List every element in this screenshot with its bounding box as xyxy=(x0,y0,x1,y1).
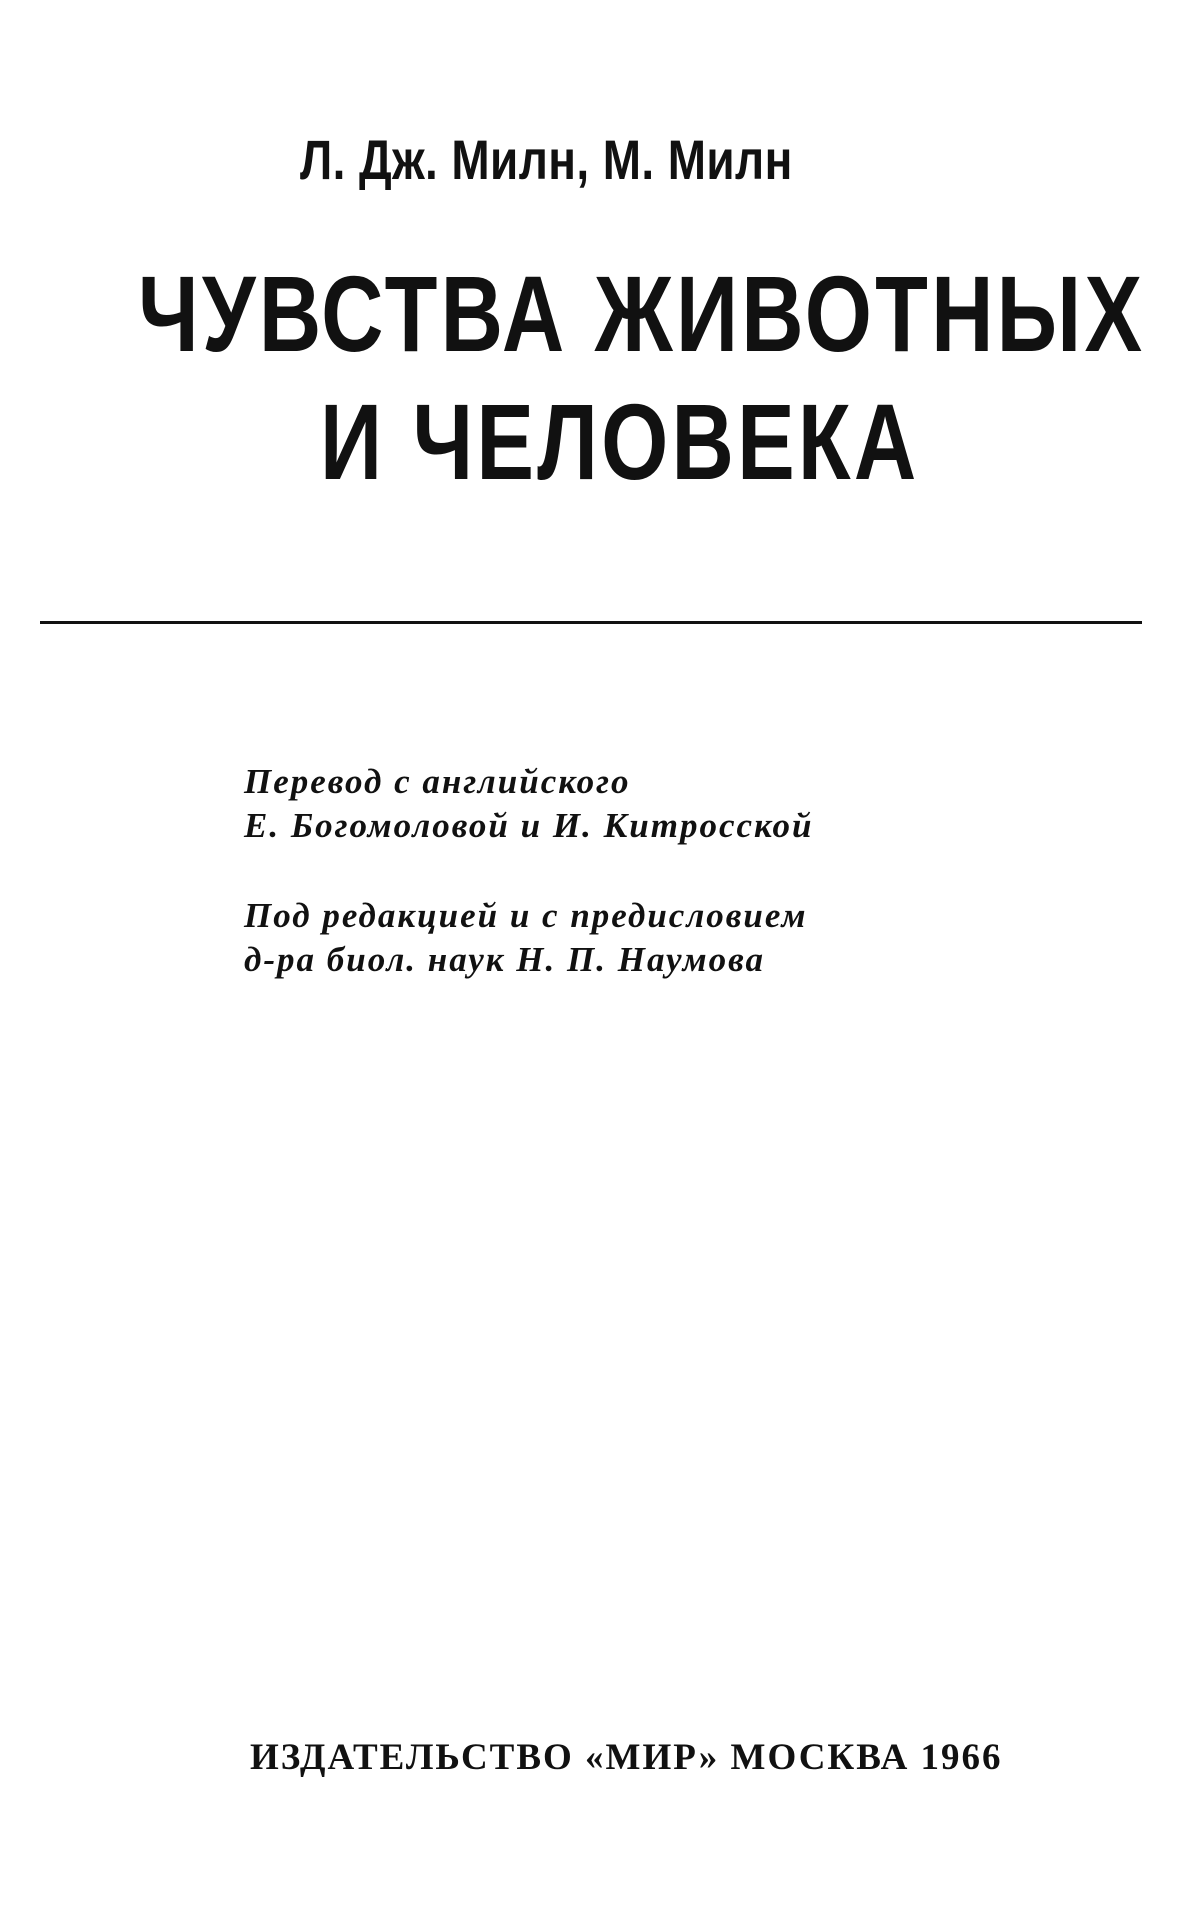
credits xyxy=(244,760,813,1028)
horizontal-divider xyxy=(40,621,1142,624)
editor-credit xyxy=(244,894,813,982)
editor-credit-line-1: Под редакцией и с предисловием xyxy=(244,896,808,935)
book-title-line-1: ЧУВСТВА ЖИВОТНЫХ xyxy=(138,253,1146,374)
translation-credit-line-2: Е. Богомоловой и И. Китросской xyxy=(244,806,814,845)
editor-credit-line-2: д-ра биол. наук Н. П. Наумова xyxy=(244,940,766,979)
translation-credit xyxy=(244,760,813,848)
book-title-line-2: И ЧЕЛОВЕКА xyxy=(320,381,920,502)
translation-credit-line-1: Перевод с английского xyxy=(244,762,631,801)
book-authors: Л. Дж. Милн, М. Милн xyxy=(300,128,793,191)
publisher-imprint: ИЗДАТЕЛЬСТВО «МИР» МОСКВА 1966 xyxy=(250,1737,1003,1778)
